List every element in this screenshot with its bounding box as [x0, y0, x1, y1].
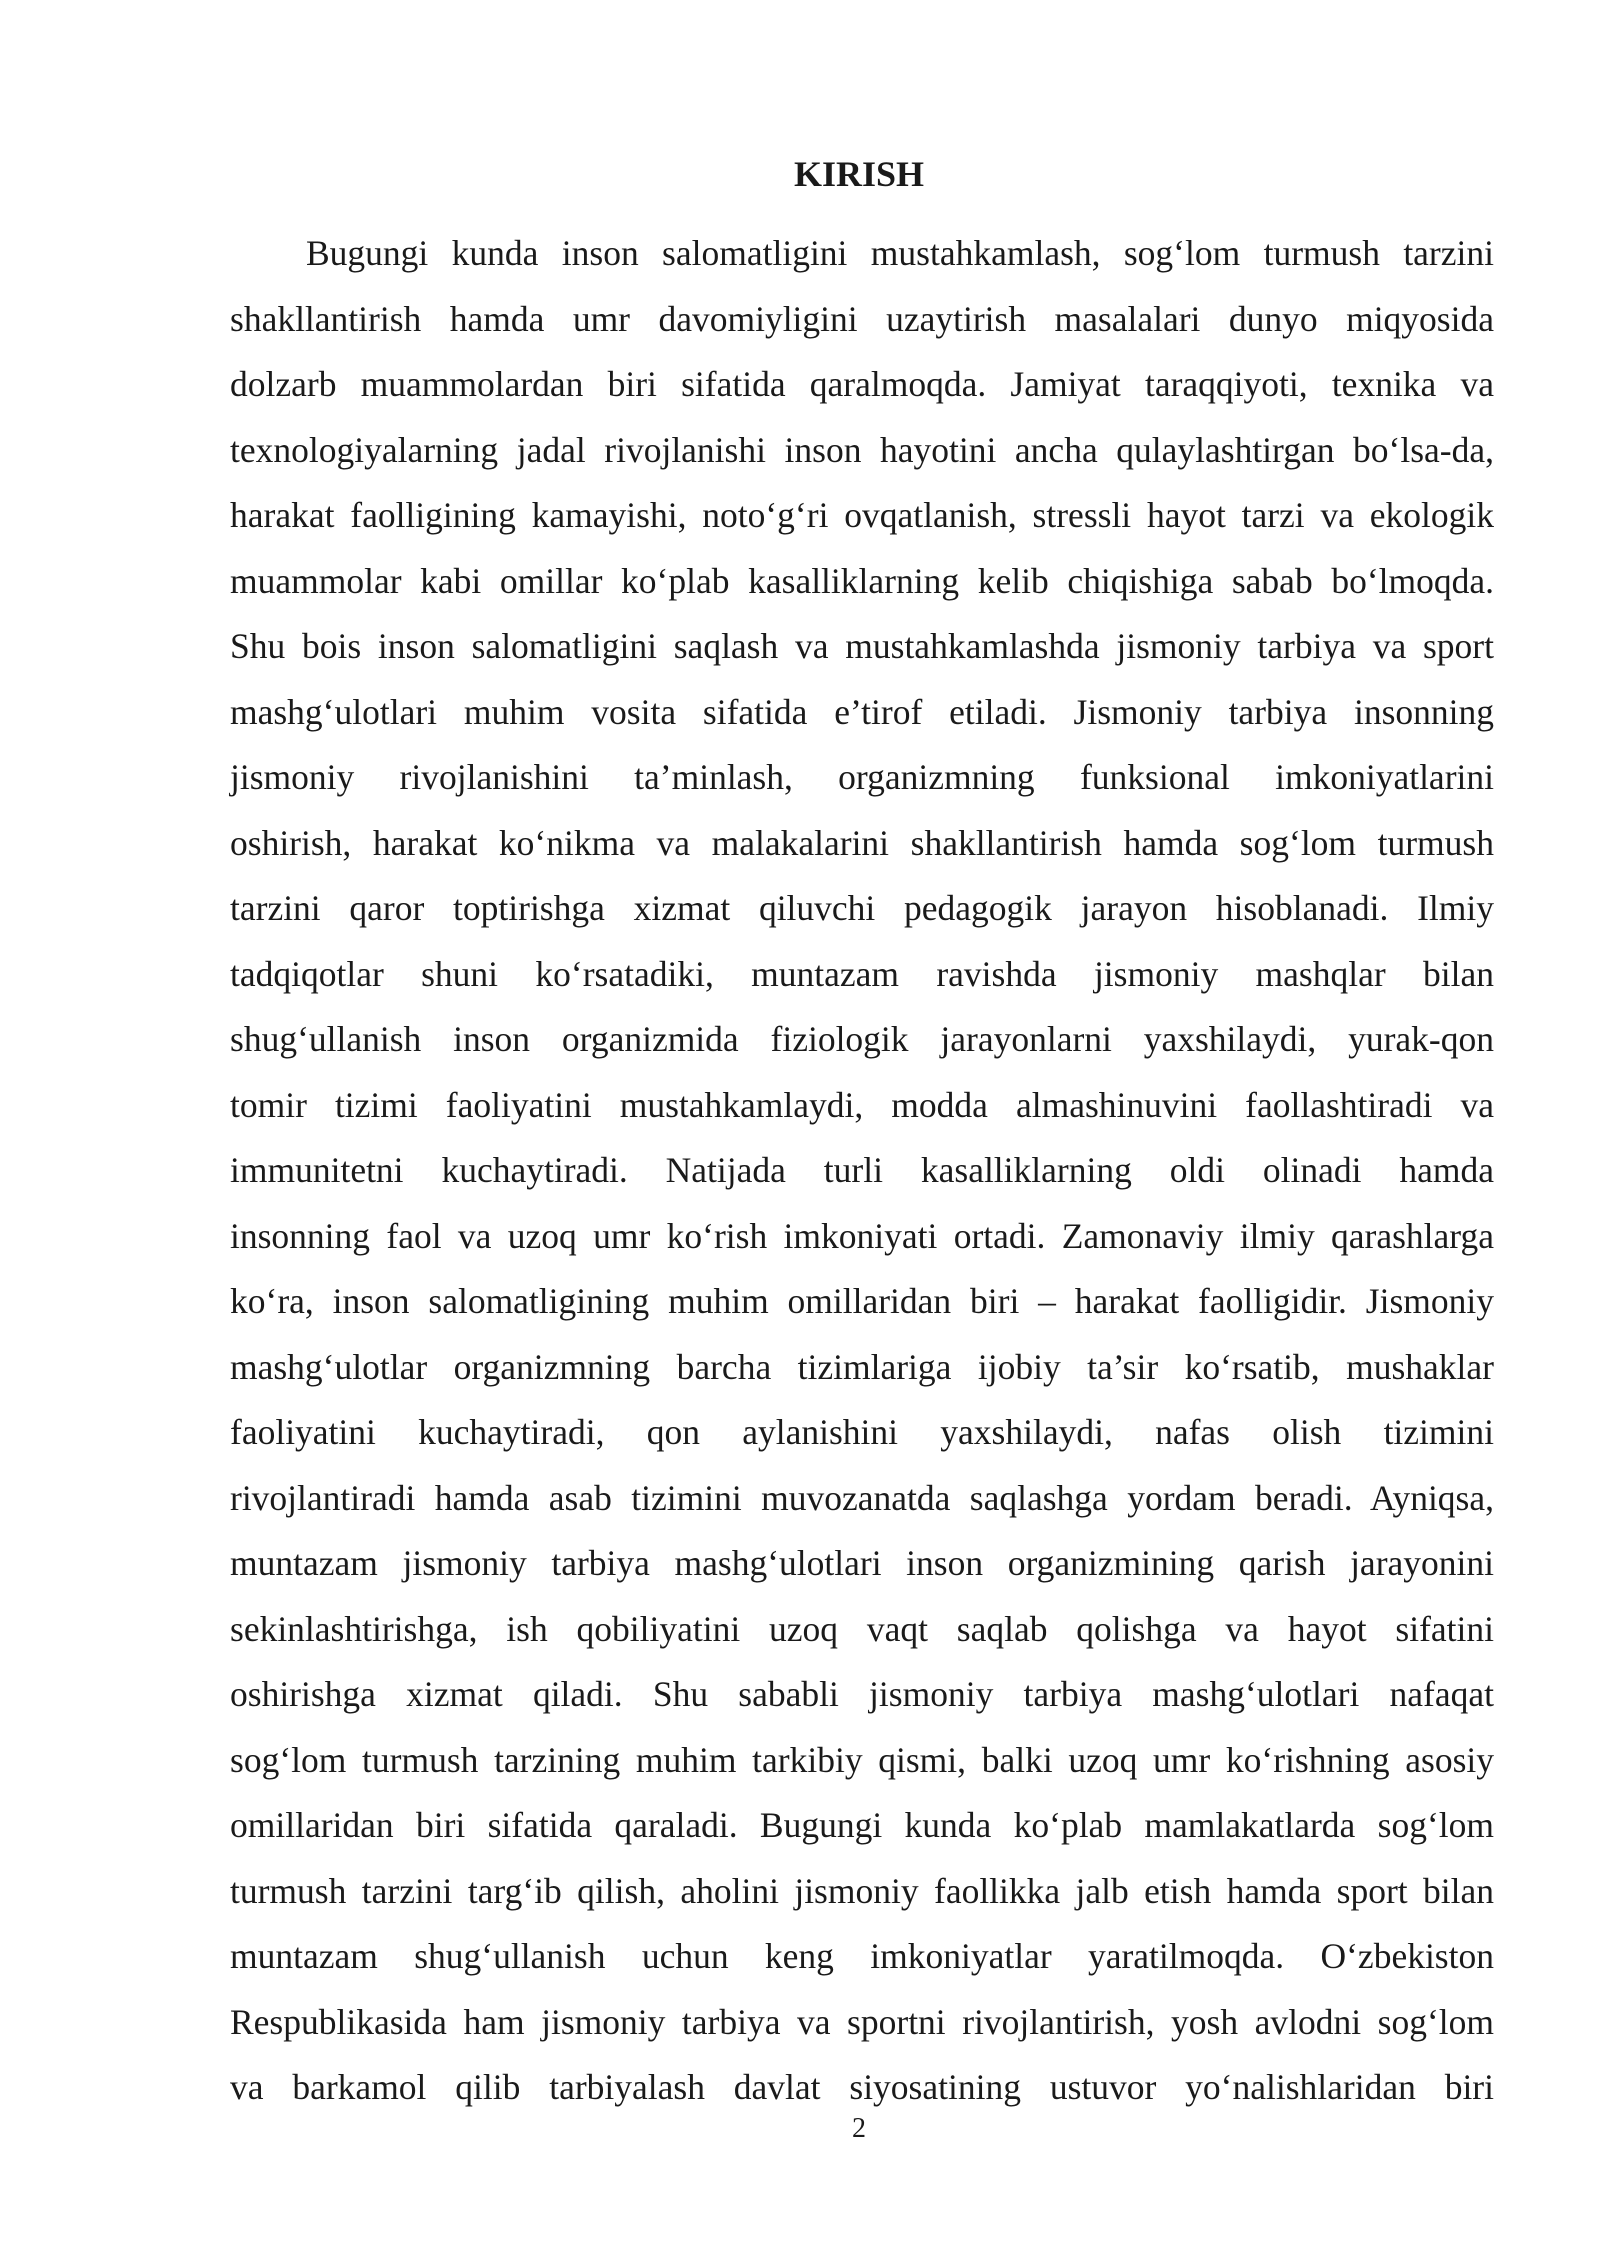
text-line: sekinlashtirishga, ish qobiliyatini uzoq vaqt saqlab qolishga va hayot sifatini	[230, 1608, 1494, 1649]
text-line: ko‘ra, inson salomatligining muhim omillaridan biri – harakat faolligidir. Jismoniy	[230, 1281, 1494, 1321]
text-line: mashg‘ulotlari muhim vosita sifatida e’tirof etiladi. Jismoniy tarbiya insonning	[230, 691, 1494, 732]
text-line: Respublikasida ham jismoniy tarbiya va sportni rivojlantirish, yosh avlodni sog‘lom	[230, 2001, 1494, 2042]
text-line: rivojlantiradi hamda asab tizimini muvozanatda saqlashga yordam beradi. Ayniqsa,	[230, 1477, 1494, 1518]
text-line: oshirish, harakat ko‘nikma va malakalarini shakllantirish hamda sog‘lom turmush	[230, 822, 1494, 863]
text-line: shug‘ullanish inson organizmida fiziologik jarayonlarni yaxshilaydi, yurak-qon	[230, 1019, 1494, 1059]
text-line: tomir tizimi faoliyatini mustahkamlaydi, modda almashinuvini faollashtiradi va	[230, 1084, 1494, 1125]
text-line: tadqiqotlar shuni ko‘rsatadiki, muntazam ravishda jismoniy mashqlar bilan	[230, 953, 1494, 994]
text-line: mashg‘ulotlar organizmning barcha tizimlariga ijobiy ta’sir ko‘rsatib, mushaklar	[230, 1346, 1494, 1387]
text-line: oshirishga xizmat qiladi. Shu sababli jismoniy tarbiya mashg‘ulotlari nafaqat	[230, 1674, 1494, 1714]
text-line: omillaridan biri sifatida qaraladi. Bugungi kunda ko‘plab mamlakatlarda sog‘lom	[230, 1805, 1494, 1845]
text-line: sog‘lom turmush tarzining muhim tarkibiy qismi, balki uzoq umr ko‘rishning asosiy	[230, 1739, 1494, 1780]
text-line: immunitetni kuchaytiradi. Natijada turli kasalliklarning oldi olinadi hamda	[230, 1150, 1494, 1190]
text-line: shakllantirish hamda umr davomiyligini uzaytirish masalalari dunyo miqyosida	[230, 298, 1494, 339]
text-line: jismoniy rivojlanishini ta’minlash, organizmning funksional imkoniyatlarini	[230, 757, 1494, 797]
text-line: Shu bois inson salomatligini saqlash va mustahkamlashda jismoniy tarbiya va sport	[230, 626, 1494, 666]
section-title: KIRISH	[793, 154, 925, 194]
body-paragraph	[230, 231, 1494, 2131]
text-line: muntazam jismoniy tarbiya mashg‘ulotlari inson organizmining qarish jarayonini	[230, 1543, 1494, 1583]
text-line: dolzarb muammolardan biri sifatida qaralmoqda. Jamiyat taraqqiyoti, texnika va	[230, 364, 1494, 404]
text-line: turmush tarzini targ‘ib qilish, aholini jismoniy faollikka jalb etish hamda sport bilan	[230, 1870, 1494, 1911]
text-line: harakat faolligining kamayishi, noto‘g‘ri ovqatlanish, stressli hayot tarzi va ekologik	[230, 495, 1494, 535]
page-number: 2	[852, 2113, 866, 2144]
text-line: Bugungi kunda inson salomatligini mustahkamlash, sog‘lom turmush tarzini	[306, 233, 1494, 273]
text-line: tarzini qaror toptirishga xizmat qiluvchi pedagogik jarayon hisoblanadi. Ilmiy	[230, 888, 1494, 928]
text-line: faoliyatini kuchaytiradi, qon aylanishini yaxshilaydi, nafas olish tizimini	[230, 1412, 1494, 1452]
text-line: va barkamol qilib tarbiyalash davlat siyosatining ustuvor yo‘nalishlaridan biri	[230, 2067, 1494, 2107]
text-line: texnologiyalarning jadal rivojlanishi inson hayotini ancha qulaylashtirgan bo‘lsa-da,	[230, 429, 1494, 470]
text-line: insonning faol va uzoq umr ko‘rish imkoniyati ortadi. Zamonaviy ilmiy qarashlarga	[230, 1215, 1494, 1256]
text-line: muammolar kabi omillar ko‘plab kasalliklarning kelib chiqishiga sabab bo‘lmoqda.	[230, 560, 1494, 601]
text-line: muntazam shug‘ullanish uchun keng imkoniyatlar yaratilmoqda. O‘zbekiston	[230, 1936, 1494, 1976]
